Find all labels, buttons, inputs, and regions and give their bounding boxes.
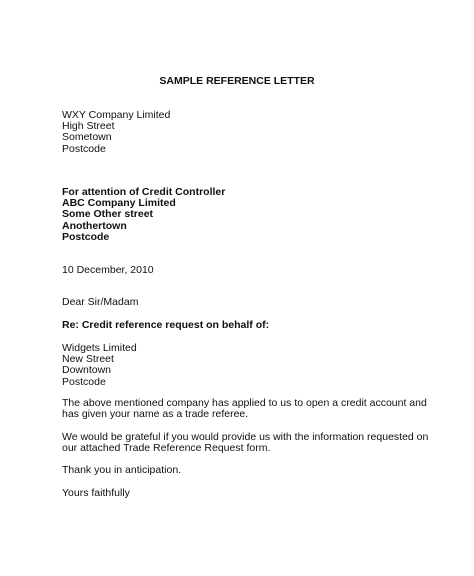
subject-company-line: New Street bbox=[62, 353, 114, 366]
closing-line bbox=[62, 488, 422, 499]
thanks-line bbox=[62, 465, 422, 476]
subject-company-line: Downtown bbox=[62, 364, 112, 377]
subject-line bbox=[62, 320, 422, 331]
recipient-line: For attention of Credit Controller bbox=[62, 186, 226, 198]
closing-text: Yours faithfully bbox=[62, 487, 130, 499]
subject-text: Re: Credit reference request on behalf of: bbox=[62, 319, 270, 331]
sender-line: Postcode bbox=[62, 142, 106, 155]
subject-company-address bbox=[62, 343, 422, 388]
recipient-line: Postcode bbox=[62, 230, 110, 243]
letter-title: SAMPLE REFERENCE LETTER bbox=[159, 75, 315, 87]
body-paragraph-1: The above mentioned company has applied to us to open a credit account and has given your name as a trade referee. bbox=[62, 397, 427, 421]
recipient-line: ABC Company Limited bbox=[62, 197, 176, 210]
letter-date bbox=[62, 265, 422, 276]
salutation-text: Dear Sir/Madam bbox=[62, 296, 139, 308]
date-text: 10 December, 2010 bbox=[62, 264, 154, 276]
recipient-line: Some Other street bbox=[62, 208, 154, 221]
body-paragraph-2: We would be grateful if you would provide us with the information requested on our attached Trade Reference Request form. bbox=[62, 431, 429, 455]
sender-line: High Street bbox=[62, 120, 115, 133]
recipient-line: Anothertown bbox=[62, 219, 127, 232]
salutation bbox=[62, 297, 422, 308]
sender-line: Sometown bbox=[62, 131, 112, 144]
subject-company-line: Widgets Limited bbox=[62, 342, 137, 354]
sender-address bbox=[62, 110, 422, 155]
recipient-address bbox=[62, 187, 422, 243]
sender-line: WXY Company Limited bbox=[62, 109, 171, 121]
subject-company-line: Postcode bbox=[62, 375, 106, 388]
thanks-text: Thank you in anticipation. bbox=[62, 464, 182, 476]
